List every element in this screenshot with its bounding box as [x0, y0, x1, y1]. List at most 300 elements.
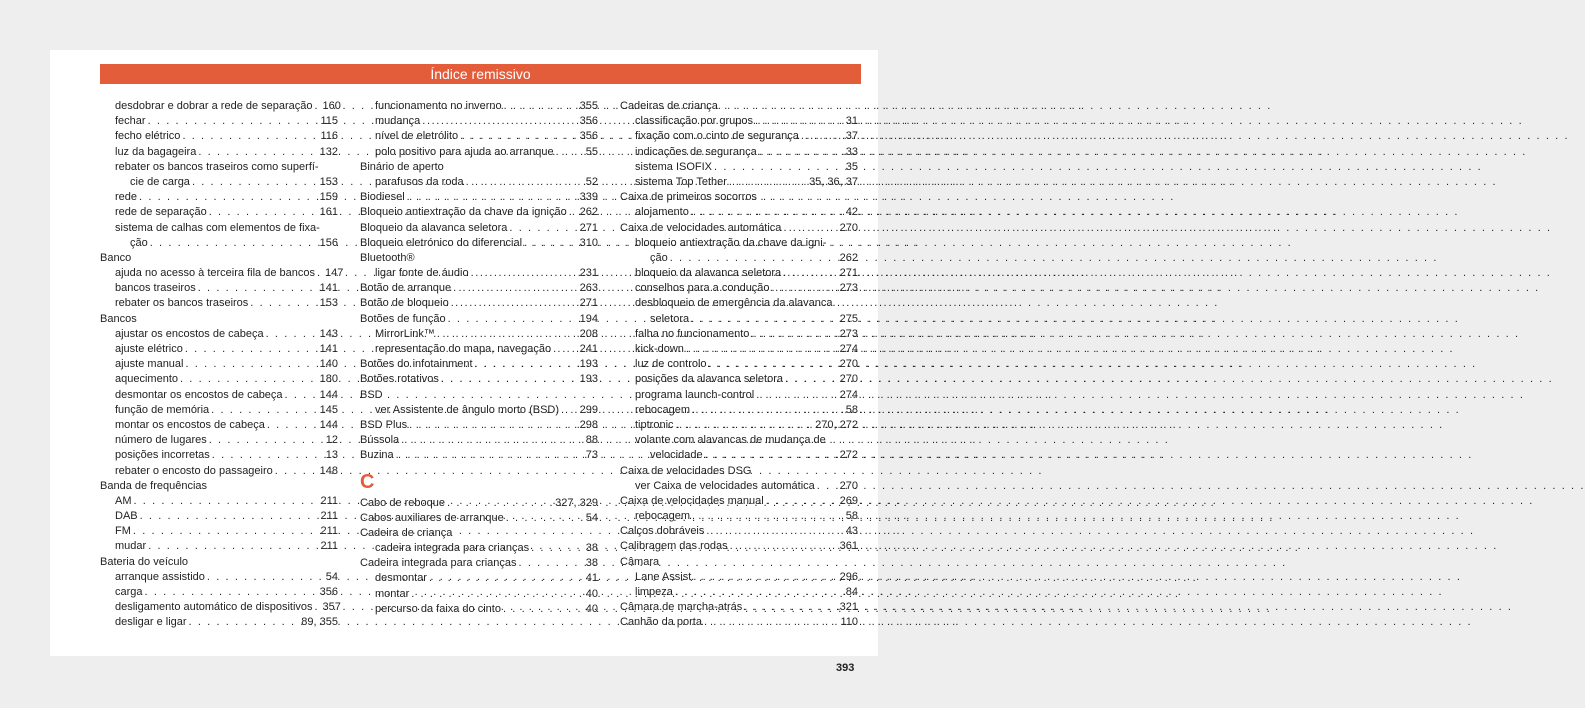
index-entry — [360, 526, 598, 541]
index-entry — [360, 281, 598, 296]
entry-text: FM — [115, 525, 131, 538]
entry-text: número de lugares — [115, 434, 207, 447]
entry-text: Botão de arranque — [360, 282, 452, 295]
entry-text: seletora — [650, 312, 690, 325]
entry-text: Bloqueio eletrónico do diferencial — [360, 236, 523, 249]
entry-page-number: 110 — [840, 616, 858, 629]
dot-leader — [519, 556, 584, 571]
entry-text: bloqueio antiextração da chave da igni- — [635, 236, 827, 249]
entry-text: fecho elétrico — [115, 130, 181, 143]
index-entry — [620, 464, 858, 479]
index-subentry — [100, 327, 338, 342]
index-entry — [100, 555, 338, 570]
dot-leader — [466, 175, 584, 190]
dot-leader — [751, 327, 837, 342]
dot-leader — [150, 236, 318, 251]
entry-page-number: 298 — [579, 418, 598, 431]
dot-leader — [198, 145, 317, 160]
index-subentry — [620, 251, 858, 266]
index-entry — [620, 221, 858, 236]
entry-page-number: 208 — [579, 327, 598, 340]
index-entry — [620, 524, 858, 539]
entry-page-number: 270 — [839, 479, 858, 492]
dot-leader — [317, 266, 323, 281]
index-subentry — [100, 342, 338, 357]
dot-leader — [198, 281, 318, 296]
index-subentry — [100, 509, 338, 524]
entry-text: luz da bagageira — [115, 145, 197, 158]
entry-page-number: 273 — [839, 327, 858, 340]
dot-leader — [189, 615, 300, 630]
entry-page-number: 40 — [585, 587, 598, 600]
dot-leader — [772, 281, 838, 296]
dot-leader — [785, 372, 838, 387]
entry-text: rebocagem — [635, 510, 691, 523]
entry-text: polo positivo para ajuda ao arranque — [375, 145, 554, 158]
entry-text: Cadeiras de criança — [620, 100, 718, 112]
index-subentry — [620, 312, 858, 327]
entry-page-number: 115 — [320, 115, 338, 128]
entry-text: indicações de segurança — [635, 145, 757, 158]
entry-text: Cadeira integrada para crianças — [360, 557, 517, 570]
entry-text: fixação com o cinto de segurança — [635, 130, 799, 143]
dot-leader — [447, 496, 553, 511]
entry-page-number: 38 — [585, 542, 598, 555]
index-entry — [620, 600, 858, 615]
index-subentry — [620, 145, 858, 160]
entry-text: desdobrar e dobrar a rede de separação — [115, 100, 313, 112]
dot-leader — [441, 372, 578, 387]
entry-page-number: 54 — [325, 570, 338, 583]
index-subentry — [360, 175, 598, 190]
index-subentry — [620, 388, 858, 403]
dot-leader — [460, 129, 577, 144]
entry-page-number: 144 — [319, 418, 338, 431]
dot-leader — [801, 129, 844, 144]
index-subentry — [620, 585, 858, 600]
index-column-2 — [360, 99, 598, 617]
index-entry — [620, 494, 858, 509]
entry-page-number: 296 — [839, 570, 858, 583]
entry-page-number: 159 — [319, 191, 338, 204]
entry-text: Bancos — [100, 312, 137, 325]
dot-leader — [186, 357, 318, 372]
entry-text: sistema de calhas com elementos de fixa- — [115, 221, 320, 234]
entry-page-number: 272 — [839, 449, 858, 462]
entry-text: BSD — [360, 388, 383, 401]
index-subentry — [100, 433, 338, 448]
entry-text: Botões rotativos — [360, 373, 439, 386]
entry-text: ver Caixa de velocidades automática — [635, 479, 815, 492]
dot-leader — [211, 403, 317, 418]
dot-leader — [401, 433, 584, 448]
index-subentry — [620, 205, 858, 220]
dot-leader — [475, 357, 578, 372]
dot-leader — [553, 342, 578, 357]
dot-leader — [212, 448, 324, 463]
entry-page-number: 153 — [319, 175, 338, 188]
dot-leader — [755, 114, 844, 129]
entry-page-number: 43 — [845, 525, 858, 538]
index-entry — [360, 556, 598, 571]
entry-text: BSD Plus — [360, 418, 408, 431]
entry-text: Caixa de velocidades DSG — [620, 464, 752, 477]
entry-text: Botões de função — [360, 312, 446, 325]
entry-page-number: 35, 36, 37 — [809, 175, 858, 188]
dot-leader — [140, 509, 319, 524]
entry-page-number: 31 — [845, 115, 858, 128]
dot-leader — [509, 221, 577, 236]
dot-leader — [691, 312, 838, 327]
index-entry — [360, 221, 598, 236]
index-subentry — [620, 433, 858, 448]
entry-text: Cabos auxiliares de arranque — [360, 511, 504, 524]
entry-text: Caixa de velocidades manual — [620, 494, 764, 507]
dot-leader — [250, 296, 317, 311]
entry-page-number: 211 — [320, 494, 338, 507]
dot-leader — [503, 602, 584, 617]
entry-page-number: 270 — [839, 358, 858, 371]
index-subentry — [100, 539, 338, 554]
dot-leader — [692, 403, 844, 418]
dot-leader — [209, 205, 318, 220]
index-subentry — [100, 372, 338, 387]
entry-page-number: 33 — [845, 145, 858, 158]
entry-page-number: 321 — [839, 601, 858, 614]
entry-text: ajustar os encostos de cabeça — [115, 327, 264, 340]
dot-leader — [506, 511, 584, 526]
dot-leader — [561, 403, 578, 418]
index-subentry — [100, 175, 338, 190]
entry-page-number: 270 — [839, 221, 858, 234]
entry-text: Botão de bloqueio — [360, 297, 449, 310]
entry-text: cadeira integrada para crianças — [375, 542, 530, 555]
entry-page-number: 271 — [579, 297, 598, 310]
entry-text: Bússola — [360, 434, 400, 447]
entry-text: cie de carga — [130, 175, 190, 188]
entry-page-number: 156 — [319, 236, 338, 249]
dot-leader — [676, 418, 814, 433]
entry-text: Caixa de primeiros socorros — [620, 191, 757, 204]
dot-leader — [275, 464, 318, 479]
index-subentry — [360, 342, 598, 357]
entry-page-number: 310 — [579, 236, 598, 249]
index-subentry — [100, 357, 338, 372]
entry-text: rede — [115, 191, 138, 204]
page-number: 393 — [836, 662, 855, 674]
dot-leader — [504, 99, 578, 114]
index-entry — [360, 251, 598, 266]
index-subentry — [360, 403, 598, 418]
dot-leader — [693, 570, 837, 585]
index-subentry — [100, 494, 338, 509]
entry-page-number: 153 — [319, 297, 338, 310]
entry-text: Calços dobráveis — [620, 525, 705, 538]
index-subentry — [100, 524, 338, 539]
entry-text: mudança — [375, 115, 421, 128]
dot-leader — [766, 494, 838, 509]
entry-page-number: 271 — [579, 221, 598, 234]
index-subentry — [620, 509, 858, 524]
index-entry — [360, 296, 598, 311]
entry-page-number: 299 — [579, 403, 598, 416]
dot-leader — [817, 479, 838, 494]
entry-text: limpeza — [635, 586, 673, 598]
entry-page-number: 231 — [579, 267, 598, 280]
index-entry — [360, 372, 598, 387]
dot-leader — [531, 541, 584, 556]
entry-page-number: 355 — [579, 100, 598, 112]
index-entry — [100, 251, 338, 266]
index-subentry — [360, 266, 598, 281]
index-subentry — [360, 587, 598, 602]
entry-page-number: 211 — [320, 510, 338, 523]
index-subentry — [100, 585, 338, 600]
dot-leader — [411, 587, 584, 602]
entry-page-number: 271 — [839, 267, 858, 280]
entry-page-number: 147 — [324, 267, 344, 280]
entry-text: Câmara — [620, 555, 660, 568]
entry-page-number: 84 — [845, 586, 858, 598]
entry-text: rebater o encosto do passageiro — [115, 464, 273, 477]
index-subentry — [620, 342, 858, 357]
entry-text: Cadeira de criança — [360, 526, 453, 539]
dot-leader — [709, 357, 838, 372]
index-subentry — [620, 357, 858, 372]
index-entry — [360, 496, 598, 511]
index-subentry — [100, 129, 338, 144]
entry-page-number: 273 — [839, 282, 858, 295]
entry-page-number: 274 — [839, 343, 858, 355]
entry-text: alojamento — [635, 206, 689, 219]
entry-page-number: 356 — [579, 115, 598, 128]
entry-text: Biodiesel — [360, 191, 405, 204]
index-subentry — [100, 114, 338, 129]
dot-leader — [133, 524, 319, 539]
index-subentry — [360, 602, 598, 617]
entry-text: ção — [650, 251, 668, 264]
entry-page-number: 148 — [319, 464, 338, 477]
index-subentry — [360, 571, 598, 586]
entry-text: volante com alavancas de mudança de — [635, 434, 826, 447]
entry-text: falha no funcionamento — [635, 327, 750, 340]
entry-text: fechar — [115, 115, 146, 128]
entry-text: sistema Top Tether — [635, 175, 727, 188]
entry-page-number: 270 — [839, 373, 858, 386]
dot-leader — [407, 190, 578, 205]
index-subentry — [100, 99, 341, 114]
index-entry — [360, 205, 598, 220]
entry-text: montar — [375, 587, 410, 600]
dot-leader — [451, 296, 578, 311]
entry-text: Lane Assist — [635, 570, 692, 583]
index-subentry — [360, 541, 598, 556]
index-subentry — [100, 205, 338, 220]
index-subentry — [620, 266, 858, 281]
dot-leader — [266, 327, 318, 342]
dot-leader — [209, 433, 324, 448]
entry-page-number: 52 — [585, 175, 598, 188]
entry-text: sistema ISOFIX — [635, 160, 713, 173]
index-subentry — [620, 114, 858, 129]
entry-text: representação do mapa, navegação — [375, 343, 552, 355]
entry-text: Canhão da porta — [620, 616, 702, 629]
entry-text: tiptronic — [635, 418, 674, 431]
dot-leader — [714, 160, 844, 175]
entry-text: conselhos para a condução — [635, 282, 770, 295]
entry-text: AM — [115, 494, 132, 507]
entry-page-number: 145 — [319, 403, 338, 416]
index-subentry — [100, 296, 338, 311]
dot-leader — [729, 175, 807, 190]
dot-leader — [783, 266, 837, 281]
entry-text: Bloqueio antiextração da chave da ignição — [360, 206, 567, 219]
dot-leader — [285, 388, 318, 403]
index-entry — [360, 511, 598, 526]
index-subentry — [620, 175, 858, 190]
entry-page-number: 241 — [579, 343, 598, 355]
entry-page-number: 89, 355 — [301, 616, 338, 629]
dot-leader — [315, 99, 321, 114]
entry-text: desbloqueio de emergência da alavanca — [635, 297, 833, 310]
entry-page-number: 356 — [319, 586, 338, 598]
entry-text: ção — [130, 236, 148, 249]
dot-leader — [448, 312, 578, 327]
dot-leader — [759, 145, 844, 160]
entry-text: Botões do infotainment — [360, 358, 473, 371]
entry-text: MirrorLink™ — [375, 327, 435, 340]
entry-text: percurso da faixa do cinto — [375, 602, 501, 615]
entry-page-number: 132 — [319, 145, 338, 158]
entry-page-number: 274 — [839, 388, 858, 401]
entry-page-number: 262 — [579, 206, 598, 219]
entry-page-number: 356 — [579, 130, 598, 143]
entry-text: classificação por grupos — [635, 115, 754, 128]
entry-page-number: 193 — [579, 358, 598, 371]
index-entry — [360, 448, 598, 463]
entry-page-number: 161 — [319, 206, 338, 219]
index-subentry — [620, 570, 858, 585]
entry-text: desligar e ligar — [115, 616, 187, 629]
entry-page-number: 327, 329 — [555, 496, 598, 509]
index-subentry — [100, 388, 338, 403]
index-entry — [100, 479, 338, 494]
index-subentry — [100, 570, 338, 585]
dot-leader — [704, 615, 839, 630]
entry-page-number: 193 — [579, 373, 598, 386]
entry-page-number: 54 — [585, 511, 598, 524]
index-subentry — [360, 99, 598, 114]
index-entry — [620, 190, 858, 205]
dot-leader — [730, 539, 838, 554]
entry-text: parafusos da roda — [375, 175, 464, 188]
entry-text: nível de eletrólito — [375, 130, 459, 143]
entry-page-number: 58 — [845, 403, 858, 416]
dot-leader — [139, 190, 318, 205]
dot-leader — [180, 372, 318, 387]
index-subentry — [360, 129, 598, 144]
dot-leader — [670, 251, 838, 266]
index-entry — [360, 236, 598, 251]
entry-text: arranque assistido — [115, 570, 205, 583]
dot-leader — [783, 221, 837, 236]
dot-leader — [192, 175, 318, 190]
dot-leader — [471, 266, 578, 281]
index-entry — [620, 555, 858, 570]
dot-leader — [692, 509, 844, 524]
index-subentry — [100, 221, 338, 236]
dot-leader — [429, 571, 584, 586]
index-subentry — [100, 266, 344, 281]
entry-text: carga — [115, 586, 143, 598]
entry-text: rebocagem — [635, 403, 691, 416]
entry-text: Banda de frequências — [100, 479, 208, 492]
index-subentry — [100, 418, 338, 433]
entry-text: funcionamento no inverno — [375, 100, 502, 112]
index-subentry — [620, 403, 858, 418]
dot-leader — [569, 205, 578, 220]
entry-text: luz de controlo — [635, 358, 707, 371]
index-subentry — [100, 236, 338, 251]
index-subentry — [620, 418, 858, 433]
dot-leader — [453, 281, 578, 296]
dot-leader — [422, 114, 577, 129]
entry-page-number: 361 — [839, 540, 858, 553]
entry-text: ajuste manual — [115, 358, 184, 371]
dot-leader — [706, 524, 843, 539]
index-subentry — [100, 190, 338, 205]
index-entry — [360, 190, 598, 205]
index-subentry — [620, 327, 858, 342]
dot-leader — [148, 539, 318, 554]
entry-page-number: 269 — [839, 494, 858, 507]
entry-page-number: 42 — [845, 206, 858, 219]
index-subentry — [100, 615, 338, 630]
entry-text: ajuda no acesso à terceira fila de bancos — [115, 267, 315, 280]
entry-text: programa launch-control — [635, 388, 755, 401]
entry-page-number: 141 — [319, 282, 338, 295]
index-entry — [360, 388, 598, 403]
entry-text: Banco — [100, 251, 132, 264]
index-subentry — [360, 145, 598, 160]
entry-page-number: 58 — [845, 510, 858, 523]
index-entry — [360, 312, 598, 327]
entry-text: Bloqueio da alavanca seletora — [360, 221, 508, 234]
index-subentry — [620, 479, 858, 494]
entry-page-number: 38 — [585, 557, 598, 570]
dot-leader — [556, 145, 584, 160]
index-entry — [360, 160, 598, 175]
dot-leader — [744, 600, 837, 615]
dot-leader — [409, 418, 578, 433]
entry-text: rebater os bancos traseiros — [115, 297, 249, 310]
dot-leader — [437, 327, 578, 342]
entry-page-number: 141 — [319, 343, 338, 355]
entry-text: ver Assistente de ângulo morto (BSD) — [375, 403, 560, 416]
dot-leader — [396, 448, 584, 463]
index-subentry — [620, 448, 858, 463]
dot-leader — [686, 342, 838, 357]
entry-page-number: 211 — [320, 540, 338, 553]
index-subentry — [620, 160, 858, 175]
index-subentry — [100, 403, 338, 418]
dot-leader — [207, 570, 324, 585]
index-subentry — [100, 160, 338, 175]
section-letter-c: C — [360, 470, 375, 493]
entry-text: Bluetooth® — [360, 251, 415, 264]
entry-text: posições incorretas — [115, 449, 210, 462]
entry-text: rede de separação — [115, 206, 207, 219]
